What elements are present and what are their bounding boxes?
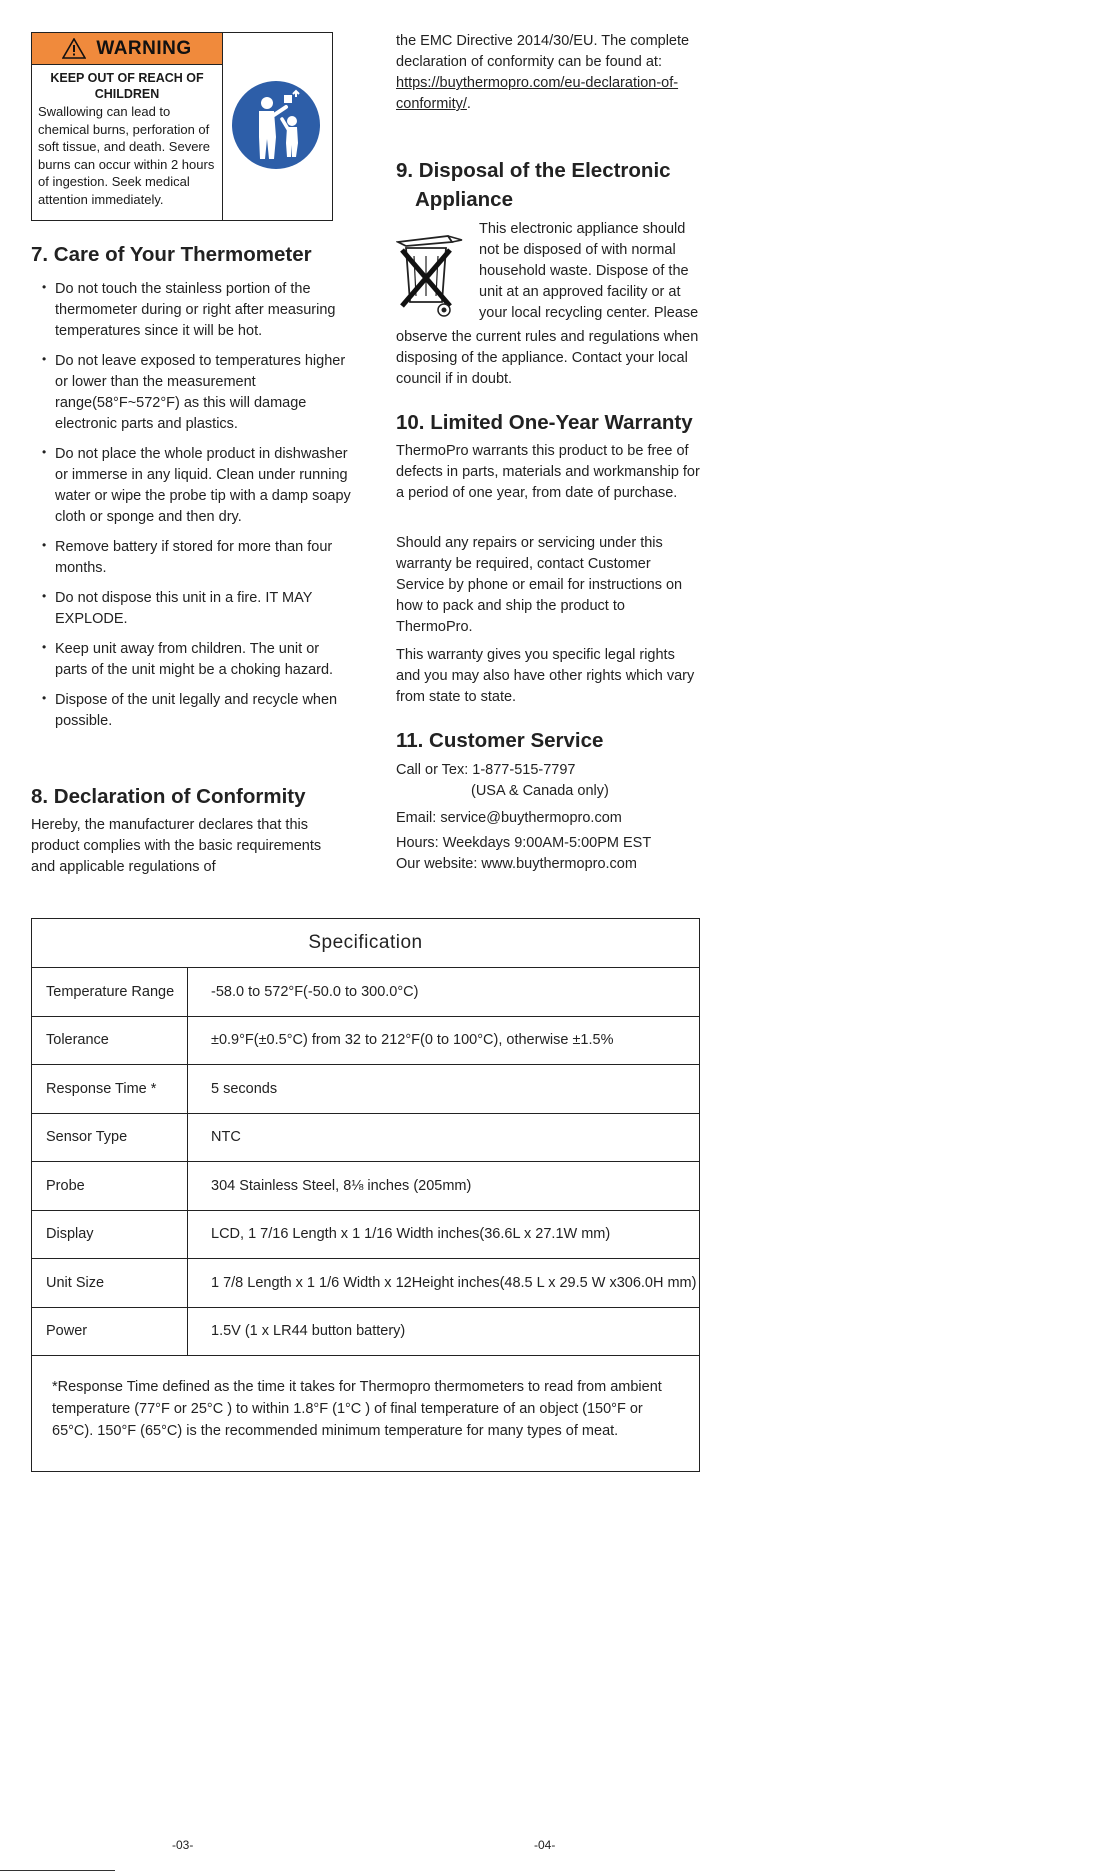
keep-away-from-children-icon	[230, 79, 322, 171]
conformity-continued	[396, 31, 696, 115]
conformity-body: Hereby, the manufacturer declares that this product complies with the basic requirements and applicable regulations of	[31, 817, 322, 875]
table-row	[32, 968, 699, 1017]
table-row	[32, 1162, 699, 1211]
spec-label: Power	[32, 1308, 188, 1356]
list-item: • Do not dispose this unit in a fire. IT MAY EXPLODE.	[42, 588, 352, 630]
spec-label: Display	[32, 1211, 188, 1259]
warranty-paragraph-1: ThermoPro warrants this product to be free of defects in parts, materials and workmanship for a period of one year, from date of purchase.	[396, 443, 700, 501]
service-region: (USA & Canada only)	[471, 783, 609, 799]
list-item: • Dispose of the unit legally and recycle when possible.	[42, 690, 352, 732]
conformity-link-suffix: .	[466, 96, 471, 112]
conformity-link[interactable]: https://buythermopro.com/eu-declaration-of-conformity/	[396, 75, 679, 112]
page-number-right: -04-	[534, 1838, 556, 1852]
spec-value: -58.0 to 572°F(-50.0 to 300.0°C)	[211, 983, 419, 1000]
list-item: • Keep unit away from children. The unit or parts of the unit might be a choking hazard.	[42, 639, 352, 681]
spec-label: Sensor Type	[32, 1114, 188, 1162]
list-item: • Do not place the whole product in dishwasher or immerse in any liquid. Clean under running water or wipe the probe tip with a damp soapy cloth or sponge and then dry.	[42, 444, 352, 528]
bottom-divider	[0, 1870, 115, 1871]
warranty-paragraph-2: Should any repairs or servicing under this warranty be required, contact Customer Service by phone or email for instructions on how to pack and ship the product to ThermoPro.	[396, 535, 683, 635]
spec-value: 1 7/8 Length x 1 1/6 Width x 12Height inches(48.5 L x 29.5 W x306.0H mm)	[211, 1274, 697, 1291]
crossed-out-bin-icon	[396, 230, 468, 320]
warning-triangle-icon	[62, 38, 86, 59]
spec-label: Probe	[32, 1162, 188, 1210]
spec-value: NTC	[211, 1129, 241, 1146]
service-email: Email: service@buythermopro.com	[396, 810, 622, 826]
disposal-heading: 9. Disposal of the Electronic	[396, 159, 671, 182]
spec-label: Response Time *	[32, 1065, 188, 1113]
spec-label: Temperature Range	[32, 968, 188, 1016]
table-row	[32, 1308, 699, 1357]
conformity-heading: 8. Declaration of Conformity	[31, 785, 306, 808]
warning-subtitle: KEEP OUT OF REACH OF CHILDREN	[50, 71, 204, 101]
spec-title: Specification	[32, 919, 699, 968]
warning-title: WARNING	[96, 37, 192, 59]
warranty-heading: 10. Limited One-Year Warranty	[396, 411, 693, 434]
spec-label: Tolerance	[32, 1017, 188, 1065]
disposal-heading-line2: Appliance	[415, 188, 513, 211]
spec-footnote: *Response Time defined as the time it takes for Thermopro thermometers to read from ambient temperature (77°F or 25°C ) to within 1.8°F (1°C ) of final temperature of an object (150°F or 65°C). 150°F (65°C) is the recommended minimum temperature for many types of meat.	[52, 1379, 662, 1439]
spec-value: LCD, 1 7/16 Length x 1 1/16 Width inches(36.6L x 27.1W mm)	[211, 1226, 611, 1243]
table-row	[32, 1114, 699, 1163]
care-heading: 7. Care of Your Thermometer	[31, 243, 312, 266]
spec-value: 1.5V (1 x LR44 button battery)	[211, 1323, 406, 1340]
table-row	[32, 1211, 699, 1260]
disposal-body-full: observe the current rules and regulations when disposing of the appliance. Contact your local council if in doubt.	[396, 329, 699, 387]
table-row	[32, 1065, 699, 1114]
conformity-continued-text: the EMC Directive 2014/30/EU. The complete declaration of conformity can be found at:	[396, 33, 690, 70]
spec-label: Unit Size	[32, 1259, 188, 1307]
table-row	[32, 1017, 699, 1066]
service-hours: Hours: Weekdays 9:00AM-5:00PM EST	[396, 835, 652, 851]
spec-value: 5 seconds	[211, 1080, 278, 1097]
table-row	[32, 1259, 699, 1308]
list-item: • Do not touch the stainless portion of the thermometer during or right after measuring temperatures since it will be hot.	[42, 279, 352, 342]
list-item: • Remove battery if stored for more than four months.	[42, 537, 352, 579]
warning-box	[31, 32, 333, 221]
service-call: Call or Tex: 1-877-515-7797	[396, 762, 576, 778]
warning-header	[32, 33, 222, 65]
spec-value: 304 Stainless Steel, 8⅛ inches (205mm)	[211, 1177, 472, 1194]
service-website: Our website: www.buythermopro.com	[396, 856, 637, 872]
spec-value: ±0.9°F(±0.5°C) from 32 to 212°F(0 to 100°C), otherwise ±1.5%	[211, 1032, 614, 1049]
care-list	[42, 279, 352, 741]
warning-text-column	[32, 33, 223, 220]
specification-table	[31, 918, 700, 1472]
disposal-body-wrap: This electronic appliance should not be disposed of with normal household waste. Dispose of the unit at an approved facility or at your local recycling center. Please	[479, 221, 699, 321]
warranty-paragraph-3: This warranty gives you specific legal rights and you may also have other rights which vary from state to state.	[396, 647, 695, 705]
warning-body: Swallowing can lead to chemical burns, perforation of soft tissue, and death. Severe burns can occur within 2 hours of ingestion. Seek medical attention immediately.	[38, 104, 215, 207]
list-item: • Do not leave exposed to temperatures higher or lower than the measurement range(58°F~572°F) as this will damage electronic parts and plastics.	[42, 351, 352, 435]
service-heading: 11. Customer Service	[396, 729, 604, 752]
page-number-left: -03-	[172, 1838, 194, 1852]
